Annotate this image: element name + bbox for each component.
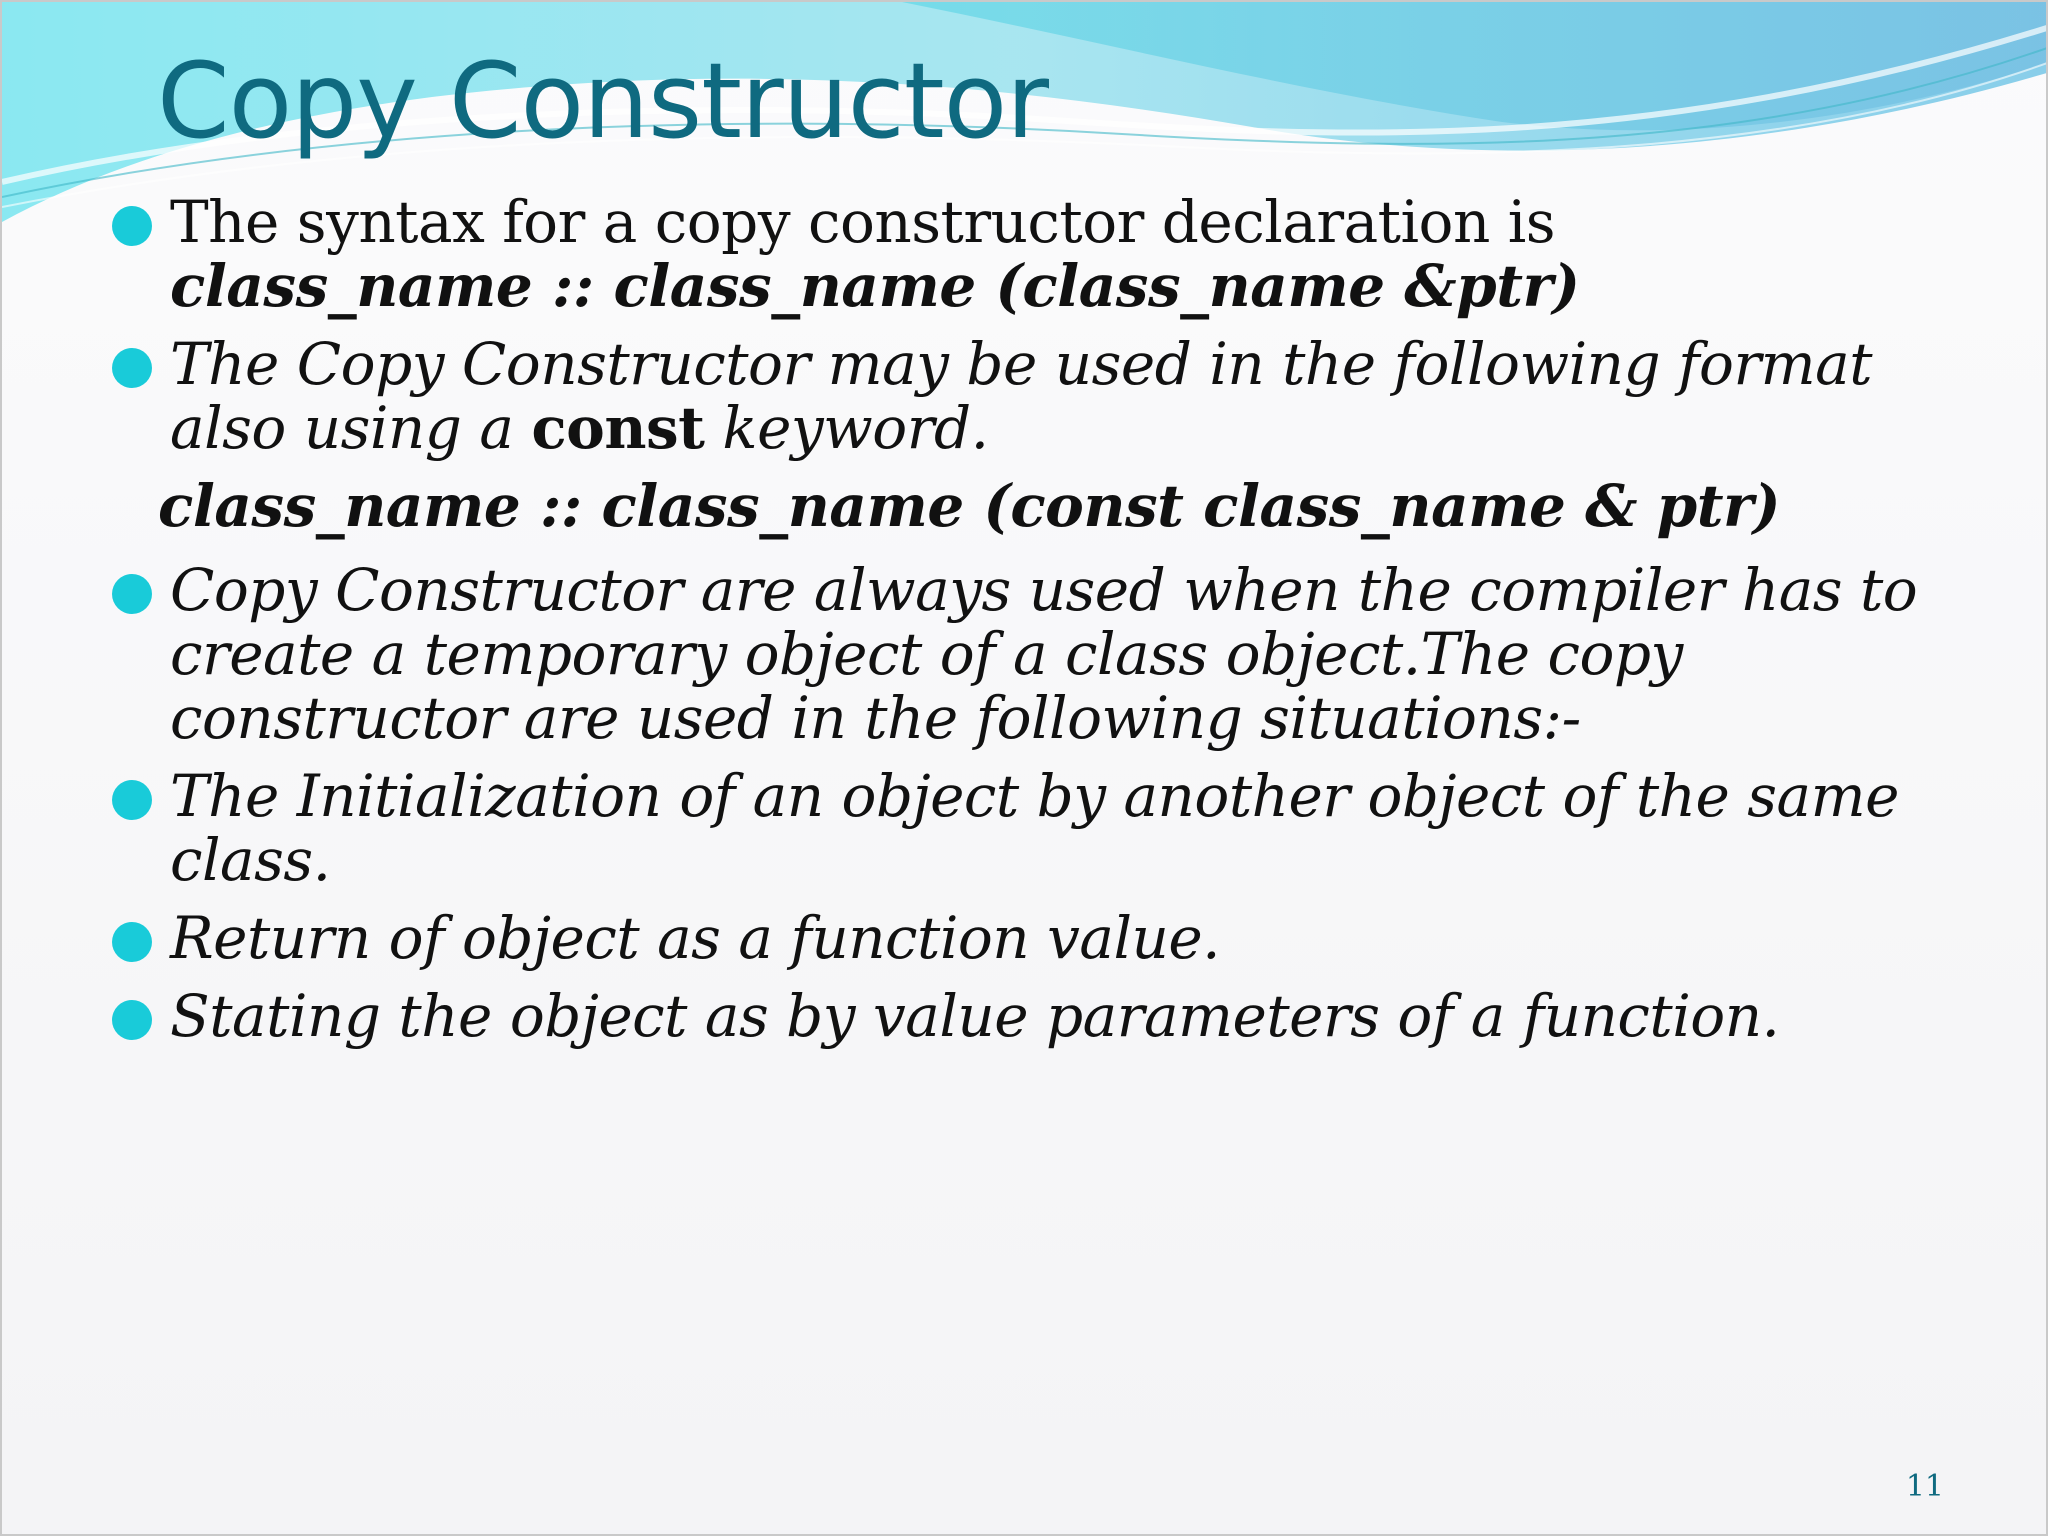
bullet-dot-icon bbox=[112, 574, 152, 614]
const-syntax-code: class_name :: class_name (const class_name & ptr) bbox=[158, 472, 1781, 540]
bullet-item-const-format bbox=[110, 332, 1960, 460]
bullet-dot-icon bbox=[112, 1000, 152, 1040]
bullet-item-parameters bbox=[110, 984, 1960, 1048]
bullet-item-initialization bbox=[110, 764, 1960, 892]
bullet-item-syntax bbox=[110, 190, 1960, 318]
const-keyword: const bbox=[531, 394, 705, 462]
bullet-item-return bbox=[110, 906, 1960, 970]
bullet-text: Stating the object as by value parameters of a function. bbox=[170, 982, 1780, 1050]
bullet-dot-icon bbox=[112, 922, 152, 962]
bullet-item-usage bbox=[110, 558, 1960, 750]
bullet-text: Return of object as a function value. bbox=[170, 904, 1221, 972]
slide-title: Copy Constructor bbox=[157, 40, 1049, 162]
bullet-dot-icon bbox=[112, 780, 152, 820]
bullet-text: The Copy Constructor may be used in the following format also using a bbox=[170, 330, 1873, 462]
bullet-text-suffix: keyword. bbox=[704, 394, 989, 462]
syntax-code: class_name :: class_name (class_name &ptr) bbox=[170, 252, 1580, 320]
bullet-text: The Initialization of an object by another object of the same class. bbox=[170, 762, 1899, 894]
bullet-dot-icon bbox=[112, 348, 152, 388]
bullet-text: Copy Constructor are always used when the compiler has to create a temporary object of a class object.The copy constructor are used in the following situations:- bbox=[170, 556, 1918, 752]
bullet-text: The syntax for a copy constructor declaration is bbox=[170, 188, 1556, 256]
bullet-dot-icon bbox=[112, 206, 152, 246]
bullet-list bbox=[110, 190, 1960, 1062]
page-number: 11 bbox=[1905, 1469, 1944, 1504]
